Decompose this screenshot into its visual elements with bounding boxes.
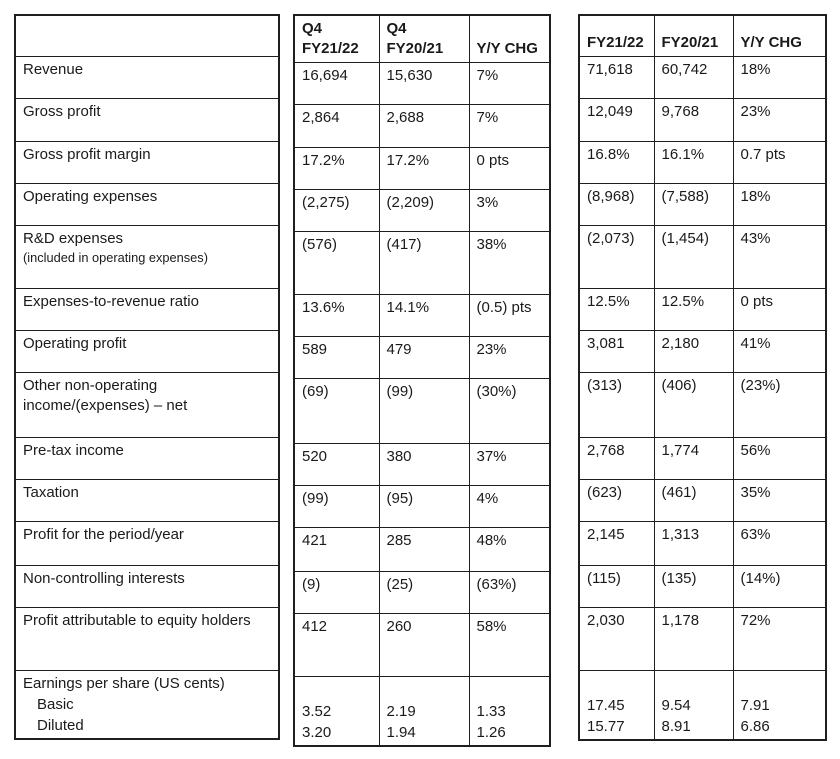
table-row (579, 330, 826, 372)
column-header-cell (654, 15, 733, 56)
value-cell: 23% (469, 337, 550, 379)
table-row (294, 444, 550, 486)
value-cell (469, 677, 550, 747)
table-row (15, 225, 279, 288)
value-cell: 43% (733, 225, 826, 288)
column-header-line: Q4 (302, 20, 323, 37)
value-cell: 479 (379, 337, 469, 379)
row-label: R&D expenses (23, 229, 124, 247)
value-cell: 12.5% (579, 288, 654, 330)
row-label: Profit attributable to equity holders (23, 611, 251, 629)
table-row (15, 670, 279, 739)
table-row (15, 141, 279, 183)
table-row (15, 437, 279, 479)
value-cell: 18% (733, 183, 826, 225)
value-line: 1.94 (386, 724, 416, 741)
value-cell: (623) (579, 479, 654, 521)
table-row (294, 379, 550, 444)
row-label-cell (15, 183, 279, 225)
table-row (15, 565, 279, 607)
header-row (579, 15, 826, 56)
year-table-body (579, 56, 826, 740)
row-sub-label: Diluted (37, 716, 84, 734)
table-row (294, 677, 550, 747)
column-header-line: FY21/22 (587, 33, 644, 51)
table-row (294, 105, 550, 148)
value-cell: (14%) (733, 565, 826, 607)
row-label: Gross profit margin (23, 145, 151, 163)
value-cell: 16.8% (579, 141, 654, 183)
blank-line (302, 680, 373, 701)
value-cell: (1,454) (654, 225, 733, 288)
row-label-cell (15, 565, 279, 607)
value-line: 6.86 (740, 717, 770, 735)
column-header-cell (733, 15, 826, 56)
value-cell: 41% (733, 330, 826, 372)
table-row (294, 232, 550, 295)
blank-line (741, 674, 820, 695)
value-line: 1.33 (476, 703, 506, 720)
value-cell: 0 pts (469, 148, 550, 190)
table-row (15, 607, 279, 670)
value-cell: (99) (379, 379, 469, 444)
value-cell: 1,313 (654, 521, 733, 565)
value-cell: (9) (294, 572, 379, 614)
value-cell: (576) (294, 232, 379, 295)
value-cell: (406) (654, 372, 733, 437)
table-row (294, 337, 550, 379)
value-cell: (25) (379, 572, 469, 614)
value-cell: 9,768 (654, 98, 733, 141)
row-label: Operating profit (23, 334, 127, 352)
value-cell: 2,145 (579, 521, 654, 565)
value-cell: (30%) (469, 379, 550, 444)
table-row (579, 98, 826, 141)
table-row (15, 372, 279, 437)
value-cell: 520 (294, 444, 379, 486)
value-line: 15.77 (587, 717, 625, 735)
fullyear-figures-table (578, 14, 827, 741)
value-cell: (461) (654, 479, 733, 521)
value-line: 3.20 (302, 724, 332, 741)
value-cell: (23%) (733, 372, 826, 437)
value-cell: (8,968) (579, 183, 654, 225)
value-line: 2.19 (386, 703, 416, 720)
value-cell (294, 677, 379, 747)
value-cell (654, 670, 733, 740)
value-line: 8.91 (661, 717, 691, 735)
table-row (294, 614, 550, 677)
row-label-cell (15, 521, 279, 565)
value-cell: 2,688 (379, 105, 469, 148)
labels-table-body (15, 56, 279, 739)
blank-line (662, 674, 727, 695)
value-cell: 56% (733, 437, 826, 479)
column-header-line: Y/Y CHG (476, 40, 538, 57)
row-label: Operating expenses (23, 187, 158, 205)
value-cell: 13.6% (294, 295, 379, 337)
value-cell: 1,178 (654, 607, 733, 670)
value-cell: 18% (733, 56, 826, 98)
value-cell: 421 (294, 528, 379, 572)
table-row (15, 183, 279, 225)
value-cell: 58% (469, 614, 550, 677)
value-cell: (69) (294, 379, 379, 444)
value-cell: 412 (294, 614, 379, 677)
column-header-cell (294, 15, 379, 63)
row-label: Non-controlling interests (23, 569, 185, 587)
value-cell: (7,588) (654, 183, 733, 225)
blank-line (387, 680, 463, 701)
table-row (579, 288, 826, 330)
value-cell: 7% (469, 105, 550, 148)
header-row (15, 15, 279, 56)
value-cell: (115) (579, 565, 654, 607)
row-label-cell (15, 225, 279, 288)
value-cell: 2,768 (579, 437, 654, 479)
value-cell: 16,694 (294, 63, 379, 105)
column-header-cell (379, 15, 469, 63)
value-cell: 60,742 (654, 56, 733, 98)
table-row (15, 330, 279, 372)
row-label-cell (15, 437, 279, 479)
value-cell: 37% (469, 444, 550, 486)
value-cell: 15,630 (379, 63, 469, 105)
row-label-cell (15, 288, 279, 330)
value-cell (379, 677, 469, 747)
quarterly-figures-table (293, 14, 551, 747)
quarter-table-body (294, 63, 550, 747)
table-row (15, 521, 279, 565)
value-cell: (2,275) (294, 190, 379, 232)
column-header-line: FY20/21 (661, 33, 719, 51)
value-cell: (99) (294, 486, 379, 528)
value-cell: (2,073) (579, 225, 654, 288)
value-cell: 2,030 (579, 607, 654, 670)
value-cell: 17.2% (294, 148, 379, 190)
value-cell: 2,864 (294, 105, 379, 148)
value-cell: 1,774 (654, 437, 733, 479)
table-row (294, 190, 550, 232)
column-header-cell (579, 15, 654, 56)
row-label: Other non-operating income/(expenses) – net (23, 376, 188, 414)
value-cell: 72% (733, 607, 826, 670)
table-row (294, 486, 550, 528)
table-row (15, 98, 279, 141)
table-row (294, 295, 550, 337)
column-header-line: Q4 (386, 20, 407, 37)
value-cell: 285 (379, 528, 469, 572)
value-cell: 48% (469, 528, 550, 572)
value-cell: 71,618 (579, 56, 654, 98)
value-cell: 3% (469, 190, 550, 232)
row-label-cell (15, 141, 279, 183)
table-row (579, 521, 826, 565)
value-cell: 23% (733, 98, 826, 141)
column-header-line: FY20/21 (386, 40, 444, 57)
table-row (579, 670, 826, 740)
table-row (15, 288, 279, 330)
row-sub-label: Basic (37, 695, 74, 713)
value-cell (579, 670, 654, 740)
row-label-cell (15, 56, 279, 98)
table-row (579, 372, 826, 437)
value-cell: 12,049 (579, 98, 654, 141)
table-row (579, 141, 826, 183)
value-cell: 7% (469, 63, 550, 105)
table-row (579, 479, 826, 521)
value-cell: 35% (733, 479, 826, 521)
value-cell: (417) (379, 232, 469, 295)
value-cell: 4% (469, 486, 550, 528)
table-row (15, 479, 279, 521)
row-label: Earnings per share (US cents) (23, 674, 225, 692)
value-cell: 38% (469, 232, 550, 295)
table-row (579, 607, 826, 670)
row-label: Profit for the period/year (23, 525, 184, 543)
value-cell: 63% (733, 521, 826, 565)
value-cell: 14.1% (379, 295, 469, 337)
value-cell (733, 670, 826, 740)
value-cell: 0 pts (733, 288, 826, 330)
value-cell: 3,081 (579, 330, 654, 372)
value-cell: (95) (379, 486, 469, 528)
blank-line (587, 674, 648, 695)
value-cell: (0.5) pts (469, 295, 550, 337)
table-row (15, 56, 279, 98)
value-cell: 380 (379, 444, 469, 486)
value-line: 17.45 (587, 696, 625, 714)
row-label-cell (15, 98, 279, 141)
table-row (579, 437, 826, 479)
row-label: Revenue (23, 60, 84, 78)
row-label-cell (15, 670, 279, 739)
row-label: Pre-tax income (23, 441, 124, 459)
column-header-line: Y/Y CHG (740, 33, 802, 51)
value-line: 3.52 (302, 703, 332, 720)
table-row (294, 572, 550, 614)
row-label-cell (15, 479, 279, 521)
row-label-cell (15, 372, 279, 437)
row-label-cell (15, 607, 279, 670)
row-label: Gross profit (23, 102, 101, 120)
table-row (294, 528, 550, 572)
empty-header-cell (15, 15, 279, 56)
value-line: 7.91 (740, 696, 770, 714)
value-cell: (63%) (469, 572, 550, 614)
table-row (294, 63, 550, 105)
value-cell: (313) (579, 372, 654, 437)
value-cell: 17.2% (379, 148, 469, 190)
row-label-cell (15, 330, 279, 372)
value-cell: 260 (379, 614, 469, 677)
row-labels-table (14, 14, 280, 740)
value-line: 1.26 (476, 724, 506, 741)
value-line: 9.54 (661, 696, 691, 714)
table-row (579, 56, 826, 98)
value-cell: 12.5% (654, 288, 733, 330)
value-cell: 589 (294, 337, 379, 379)
table-row (579, 183, 826, 225)
value-cell: 2,180 (654, 330, 733, 372)
table-row (294, 148, 550, 190)
header-row (294, 15, 550, 63)
value-cell: (2,209) (379, 190, 469, 232)
row-label: Taxation (23, 483, 79, 501)
column-header-line: FY21/22 (302, 40, 359, 57)
column-header-cell (469, 15, 550, 63)
row-label: Expenses-to-revenue ratio (23, 292, 199, 310)
value-cell: 16.1% (654, 141, 733, 183)
value-cell: 0.7 pts (733, 141, 826, 183)
value-cell: (135) (654, 565, 733, 607)
blank-line (477, 680, 544, 701)
table-row (579, 225, 826, 288)
row-label-note: (included in operating expenses) (23, 249, 208, 265)
table-row (579, 565, 826, 607)
